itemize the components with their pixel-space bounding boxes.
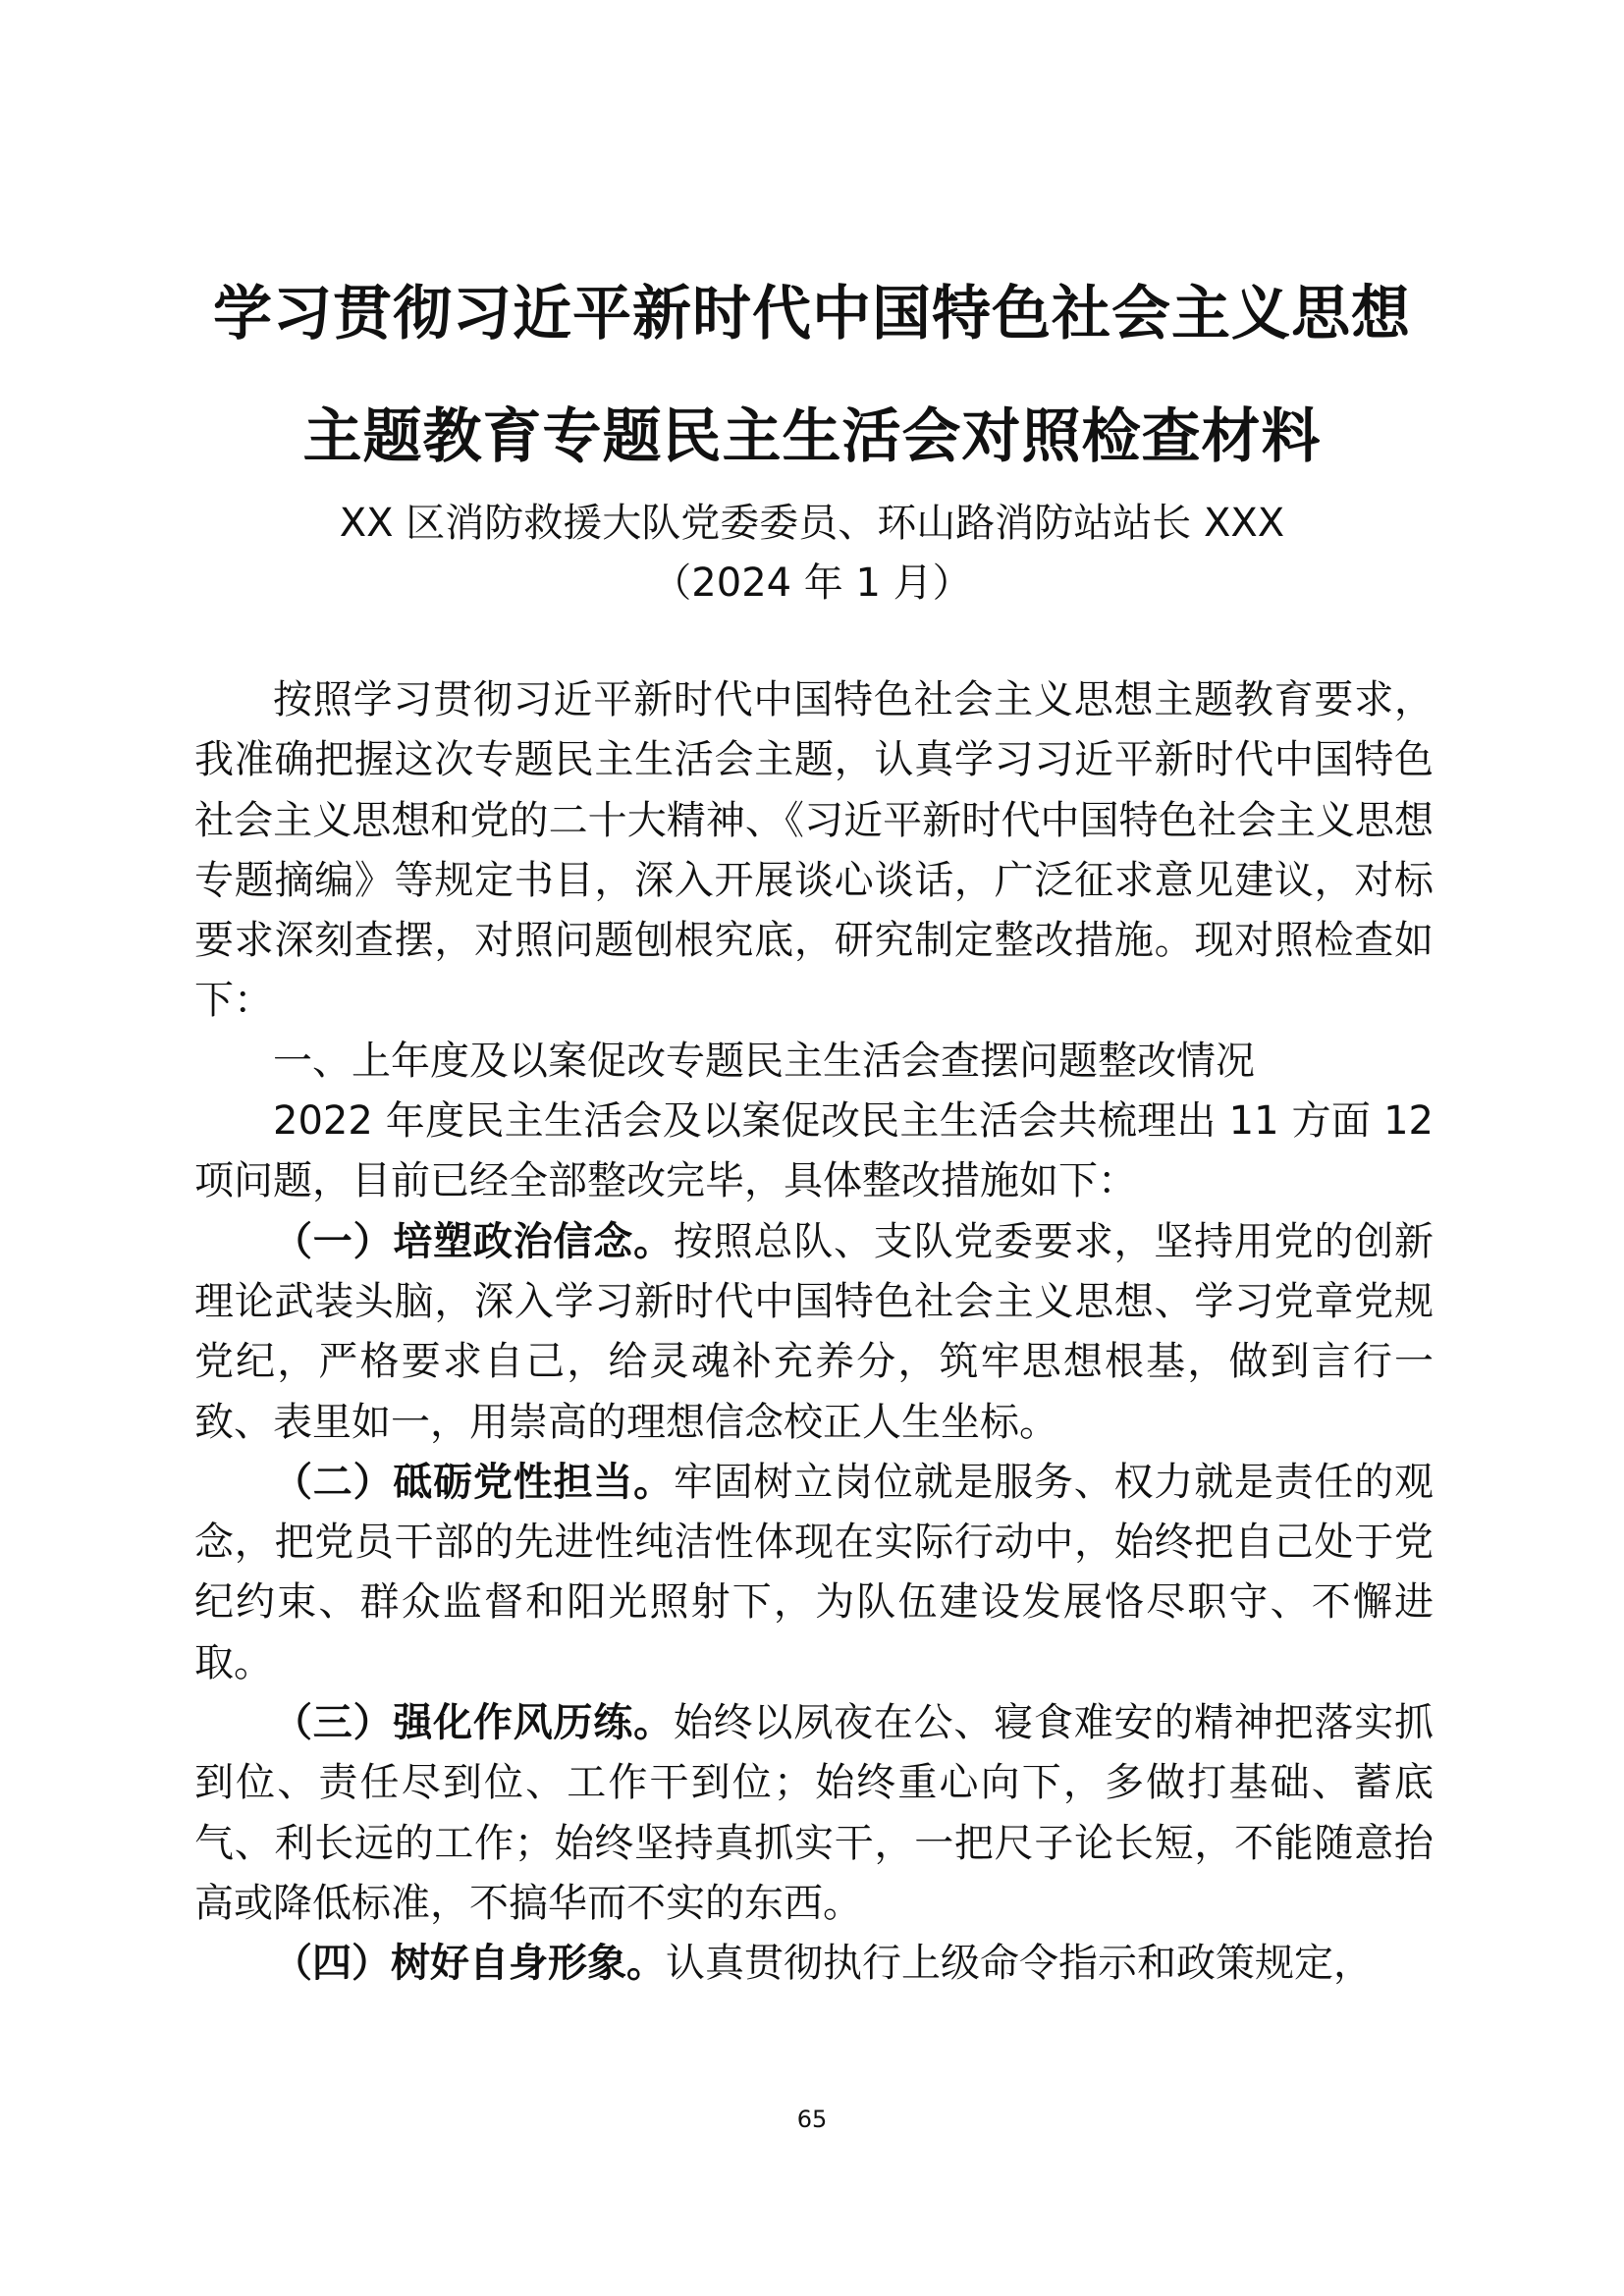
- page-number: 65: [796, 2106, 828, 2133]
- document-body: [194, 670, 1434, 1995]
- item-text-4: 认真贯彻执行上级命令指示和政策规定，: [666, 1941, 1373, 1987]
- item-heading-4: （四）树好自身形象。: [273, 1941, 666, 1987]
- item-heading-1: （一）培塑政治信念。: [273, 1218, 674, 1264]
- section-summary-paragraph: 2022 年度民主生活会及以案促改民主生活会共梳理出 11 方面 12 项问题，目前已经全部整改完毕，具体整改措施如下：: [194, 1098, 1434, 1204]
- item-paragraph-4: [194, 1934, 1434, 1994]
- item-paragraph-2: [194, 1453, 1434, 1693]
- item-text-2: 牢固树立岗位就是服务、权力就是责任的观念，把党员干部的先进性纯洁性体现在实际行动中，始终把自己处于党纪约束、群众监督和阳光照射下，为队伍建设发展恪尽职守、不懈进取。: [194, 1459, 1435, 1685]
- date-line: （2024 年 1 月）: [652, 561, 972, 606]
- item-text-3: 始终以夙夜在公、寝食难安的精神把落实抓到位、责任尽到位、工作干到位；始终重心向下，多做打基础、蓄底气、利长远的工作；始终坚持真抓实干，一把尺子论长短，不能随意抬高或降低标准，不搞华而不实的东西。: [194, 1700, 1435, 1926]
- intro-paragraph: 按照学习贯彻习近平新时代中国特色社会主义思想主题教育要求，我准确把握这次专题民主生活会主题，认真学习习近平新时代中国特色社会主义思想和党的二十大精神、《习近平新时代中国特色社会主义思想专题摘编》等规定书目，深入开展谈心谈话，广泛征求意见建议，对标要求深刻查摆，对照问题刨根究底，研究制定整改措施。现对照检查如下：: [194, 677, 1434, 1024]
- item-paragraph-3: [194, 1693, 1434, 1934]
- document-title-line-2: 主题教育专题民主生活会对照检查材料: [302, 402, 1322, 471]
- item-text-1: 按照总队、支队党委要求，坚持用党的创新理论武装头脑，深入学习新时代中国特色社会主义思想、学习党章党规党纪，严格要求自己，给灵魂补充养分，筑牢思想根基，做到言行一致、表里如一，用崇高的理想信念校正人生坐标。: [194, 1218, 1435, 1445]
- author-line: XX 区消防救援大队党委委员、环山路消防站站长 XXX: [339, 501, 1285, 546]
- item-heading-2: （二）砥砺党性担当。: [273, 1459, 674, 1505]
- section-heading: 一、上年度及以案促改专题民主生活会查摆问题整改情况: [273, 1038, 1255, 1084]
- item-paragraph-1: [194, 1212, 1434, 1453]
- document-title-line-1: 学习贯彻习近平新时代中国特色社会主义思想: [213, 280, 1411, 348]
- item-heading-3: （三）强化作风历练。: [273, 1700, 674, 1746]
